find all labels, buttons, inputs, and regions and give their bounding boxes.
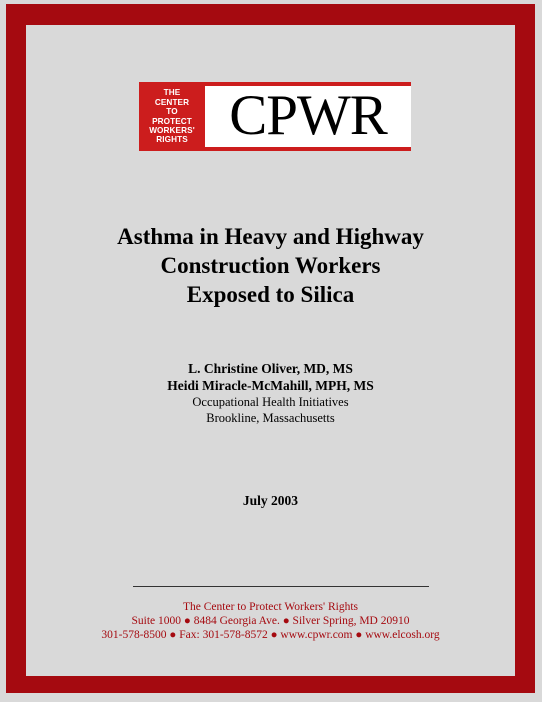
logo-bottom-bar (205, 147, 411, 151)
publisher-footer (46, 600, 495, 642)
report-title (66, 222, 475, 309)
cpwr-logo (139, 82, 411, 151)
logo-box-line: PROTECT (152, 116, 192, 126)
author-name: Heidi Miracle-McMahill, MPH, MS (167, 378, 374, 393)
title-line: Construction Workers (160, 253, 381, 278)
title-line: Asthma in Heavy and Highway (117, 224, 424, 249)
logo-box-line: TO (166, 107, 178, 117)
cover-panel (26, 25, 515, 676)
author-block (66, 360, 475, 426)
publication-date: July 2003 (242, 493, 299, 508)
footer-divider (133, 586, 429, 587)
logo-box-line: RIGHTS (156, 135, 188, 145)
footer-line: The Center to Protect Workers' Rights (183, 601, 358, 613)
logo-red-box (139, 82, 205, 151)
logo-box-line: WORKERS' (149, 125, 195, 135)
red-border-frame (6, 4, 535, 693)
author-name: L. Christine Oliver, MD, MS (188, 361, 353, 376)
footer-line: Suite 1000 ● 8484 Georgia Ave. ● Silver Spring, MD 20910 (131, 615, 410, 627)
affiliation-line: Brookline, Massachusetts (206, 411, 335, 425)
logo-wordmark: CPWR (229, 84, 387, 147)
logo-box-line: THE (163, 88, 181, 98)
footer-line: 301-578-8500 ● Fax: 301-578-8572 ● www.cpwr.com ● www.elcosh.org (101, 629, 440, 641)
affiliation-line: Occupational Health Initiatives (192, 395, 349, 409)
logo-wordmark-box (205, 82, 411, 151)
title-line: Exposed to Silica (186, 282, 355, 307)
logo-box-line: CENTER (154, 97, 190, 107)
